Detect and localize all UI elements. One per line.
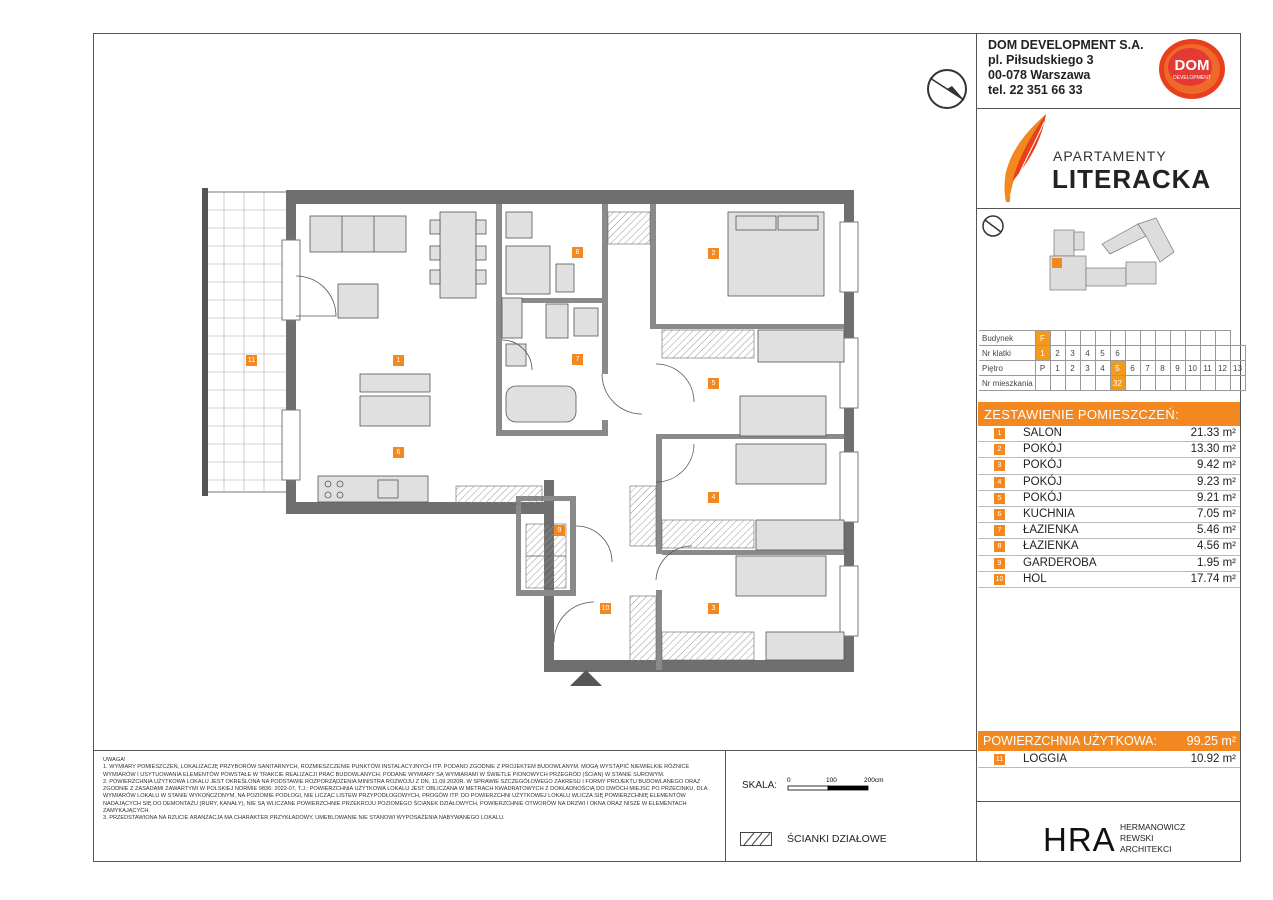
site-compass-icon — [983, 216, 1003, 236]
site-key-plan — [980, 212, 1238, 322]
scale-tick-100: 100 — [826, 777, 837, 784]
rooms-table — [978, 426, 1240, 588]
architect-line: REWSKI — [1120, 833, 1154, 843]
room-num: 7 — [994, 525, 1005, 536]
grid-pietro: 13 — [1230, 361, 1245, 376]
architect-logo: HRA — [1043, 821, 1116, 858]
room-name: SALON — [1023, 427, 1062, 439]
site-apartment-marker — [1052, 258, 1062, 268]
room-area: 1.95 m² — [1197, 556, 1236, 569]
grid-pietro: 3 — [1080, 361, 1095, 376]
grid-klatka: 4 — [1080, 346, 1095, 361]
grid-klatka: 6 — [1110, 346, 1125, 361]
scale-tick-200: 200cm — [864, 777, 884, 784]
architect-line: ARCHITEKCI — [1120, 844, 1172, 854]
dom-logo-subtext: DEVELOPMENT — [1173, 75, 1211, 81]
plan-label-bath8: 8 — [572, 247, 583, 258]
notes — [103, 757, 715, 823]
dom-development-logo — [1157, 37, 1227, 101]
loggia-area-drawing — [202, 188, 290, 496]
grid-row-klatki — [979, 346, 1245, 361]
plan-label-room5: 5 — [708, 378, 719, 389]
grid-label-pietro: Piętro — [979, 361, 1035, 376]
floor-plan — [200, 180, 860, 690]
room-num: 9 — [994, 558, 1005, 569]
grid-pietro: 7 — [1140, 361, 1155, 376]
divider-header — [976, 108, 1241, 109]
grid-mieszkanie-value: 32 — [1110, 376, 1125, 391]
grid-pietro: 4 — [1095, 361, 1110, 376]
room-name: ŁAZIENKA — [1023, 524, 1079, 537]
usable-area-label: POWIERZCHNIA UŻYTKOWA: — [983, 734, 1157, 748]
room-num: 5 — [994, 493, 1005, 504]
partition-legend-icon — [740, 832, 772, 846]
doors — [296, 276, 694, 642]
architect-names — [1120, 822, 1185, 855]
room-row — [978, 426, 1240, 442]
loggia-area: 10.92 m² — [1190, 753, 1236, 765]
room-name: POKÓJ — [1023, 475, 1062, 488]
plan-label-room4: 4 — [708, 492, 719, 503]
room-name: GARDEROBA — [1023, 556, 1097, 569]
note-2: 2. POWIERZCHNIA UŻYTKOWA LOKALU JEST OKREŚLONA NA PODSTAWIE ROZPORZĄDZENIA MINISTRA ROZWOJU Z DN. 11.09.2020R. W SPRAWIE SZCZEGÓŁOWEGO ZAKRESU I FORMY PROJEKTU BUDOWLANEGO ORAZ ZGODNIE Z ZASADAMI ZAWARTYMI W POLSKIEJ NORMIE 9836: 2022-07, T.J.: POWIERZCHNIA UŻYTKOWA LOKALU JEST OBLICZANA W METRACH KWADRATOWYCH Z DOKŁADNOŚCIĄ DO DWÓCH MIEJSC PO PRZECINKU, DLA WYMIARÓW LOKALU W STANIE WYKOŃCZONYM, NA POZIOMIE PODŁOGI, NIE LICZĄC LISTEW PRZYPODŁOGOWYCH, PROGÓW ITP. DO POWIERZCHNI UŻYTKOWEJ LOKALU WLICZA SIĘ POWIERZCHNIĘ ELEMENTÓW NADAJĄCYCH SIĘ DO DEMONTAŻU (RURY, KANAŁY), NIE SĄ WLICZANE POWIERZCHNIE PRZEKROJU POZIOMEGO ŚCIANEK DZIAŁOWYCH, POWIERZCHNIE OTWORÓW NA DRZWI I OKNA ORAZ NISZE W ELEMENTACH ZAMYKAJĄCYCH. — [103, 778, 708, 815]
usable-area-bar — [978, 731, 1240, 751]
grid-pietro: 11 — [1200, 361, 1215, 376]
room-num: 4 — [994, 477, 1005, 488]
company-city: 00-078 Warszawa — [988, 68, 1091, 82]
grid-klatka: 5 — [1095, 346, 1110, 361]
architect-line: HERMANOWICZ — [1120, 822, 1186, 832]
divider-logo — [976, 208, 1241, 209]
room-row — [978, 572, 1240, 588]
grid-klatka: 1 — [1035, 346, 1050, 361]
location-grid — [979, 330, 1246, 391]
entrance-marker-icon — [570, 670, 602, 686]
scale-bar — [786, 776, 896, 796]
company-street: pl. Piłsudskiego 3 — [988, 53, 1094, 67]
usable-area-value: 99.25 m² — [1186, 734, 1236, 748]
room-name: KUCHNIA — [1023, 507, 1075, 520]
room-num: 1 — [994, 428, 1005, 439]
room-area: 9.21 m² — [1197, 491, 1236, 504]
scale-label: SKALA: — [742, 780, 778, 791]
room-num: 10 — [995, 575, 1004, 583]
north-compass-icon — [922, 64, 972, 114]
room-row — [978, 556, 1240, 572]
grid-label-klatki: Nr klatki — [979, 346, 1035, 361]
loggia-num: 11 — [995, 756, 1004, 763]
grid-row-mieszkanie — [979, 376, 1245, 391]
room-row — [978, 507, 1240, 523]
room-area: 13.30 m² — [1190, 443, 1236, 456]
right-column-divider — [976, 33, 977, 862]
grid-pietro: 10 — [1185, 361, 1200, 376]
plan-label-wardrobe: 9 — [554, 525, 565, 536]
project-name-small: APARTAMENTY — [1053, 148, 1167, 164]
notes-title: UWAGA! — [103, 757, 126, 763]
feather-icon — [998, 112, 1054, 204]
divider-scale — [725, 750, 726, 862]
grid-pietro: 5 — [1110, 361, 1125, 376]
room-area: 7.05 m² — [1197, 507, 1236, 520]
grid-label-mieszkanie: Nr mieszkania — [979, 376, 1035, 391]
room-num: 3 — [994, 460, 1005, 471]
divider-notes — [93, 750, 977, 751]
grid-pietro: 9 — [1170, 361, 1185, 376]
grid-pietro: 1 — [1050, 361, 1065, 376]
grid-row-budynek — [979, 331, 1245, 346]
note-1: 1. WYMIARY POMIESZCZEŃ, LOKALIZACJĘ PRZYBORÓW SANITARNYCH, ROZMIESZCZENIE PUNKTÓW INSTALACYJNYCH ITP. PODANO ZGODNIE Z PROJEKTEM BUDOWLANYM. MOGĄ WYSTĄPIĆ NIEWIELKIE RÓŻNICE WYMIARÓW I USYTUOWANIA ELEMENTÓW POWSTAŁE W TRAKCIE REALIZACJI PRAC BUDOWLANYCH. PODANE WYMIARY SĄ WYMIARAMI W ŚWIETLE PIONOWYCH PRZEGRÓD (ŚCIAN) W STANIE SUROWYM. — [103, 764, 690, 778]
room-num: 6 — [994, 509, 1005, 520]
rooms-title: ZESTAWIENIE POMIESZCZEŃ: — [978, 402, 1240, 426]
grid-label-budynek: Budynek — [979, 331, 1035, 346]
grid-pietro: 8 — [1155, 361, 1170, 376]
plan-label-salon: 1 — [393, 355, 404, 366]
note-3: 3. PRZEDSTAWIONA NA RZUCIE ARANŻACJA MA CHARAKTER PRZYKŁADOWY, UMEBLOWANIE NIE STANOWI WYPOSAŻENIA NABYWANEGO LOKALU. — [103, 815, 505, 822]
room-row — [978, 491, 1240, 507]
plan-label-bath7: 7 — [572, 354, 583, 365]
room-row — [978, 523, 1240, 539]
plan-label-room3: 3 — [708, 603, 719, 614]
room-name: POKÓJ — [1023, 459, 1062, 472]
scale-tick-0: 0 — [787, 777, 791, 784]
room-area: 5.46 m² — [1197, 524, 1236, 537]
room-row — [978, 442, 1240, 458]
grid-row-pietro — [979, 361, 1245, 376]
legend-label: ŚCIANKI DZIAŁOWE — [787, 833, 887, 845]
grid-pietro: 12 — [1215, 361, 1230, 376]
loggia-row — [978, 751, 1240, 768]
plan-label-room2: 2 — [708, 248, 719, 259]
grid-klatka: 3 — [1065, 346, 1080, 361]
company-name: DOM DEVELOPMENT S.A. — [988, 38, 1144, 52]
room-row — [978, 475, 1240, 491]
project-name-big: LITERACKA — [1052, 164, 1212, 194]
company-phone: tel. 22 351 66 33 — [988, 83, 1083, 97]
grid-pietro: 6 — [1125, 361, 1140, 376]
room-name: ŁAZIENKA — [1023, 540, 1079, 553]
room-name: POKÓJ — [1023, 443, 1062, 456]
room-row — [978, 539, 1240, 555]
room-area: 17.74 m² — [1190, 572, 1236, 585]
plan-label-hall: 10 — [601, 605, 610, 612]
room-num: 8 — [994, 541, 1005, 552]
divider-architect — [976, 801, 1241, 802]
room-name: POKÓJ — [1023, 491, 1062, 504]
room-row — [978, 458, 1240, 474]
grid-pietro: 2 — [1065, 361, 1080, 376]
plan-label-kitchen: 6 — [393, 447, 404, 458]
room-area: 21.33 m² — [1190, 427, 1236, 439]
room-name: HOL — [1023, 572, 1047, 585]
company-address — [988, 38, 1144, 98]
room-area: 9.42 m² — [1197, 459, 1236, 472]
room-area: 4.56 m² — [1197, 540, 1236, 553]
grid-budynek-value: F — [1035, 331, 1050, 346]
loggia-name: LOGGIA — [1023, 753, 1068, 765]
plan-label-loggia: 11 — [247, 357, 256, 364]
grid-klatka: 2 — [1050, 346, 1065, 361]
room-num: 2 — [994, 444, 1005, 455]
dom-logo-text: DOM — [1174, 57, 1210, 74]
room-area: 9.23 m² — [1197, 475, 1236, 488]
grid-pietro: P — [1035, 361, 1050, 376]
